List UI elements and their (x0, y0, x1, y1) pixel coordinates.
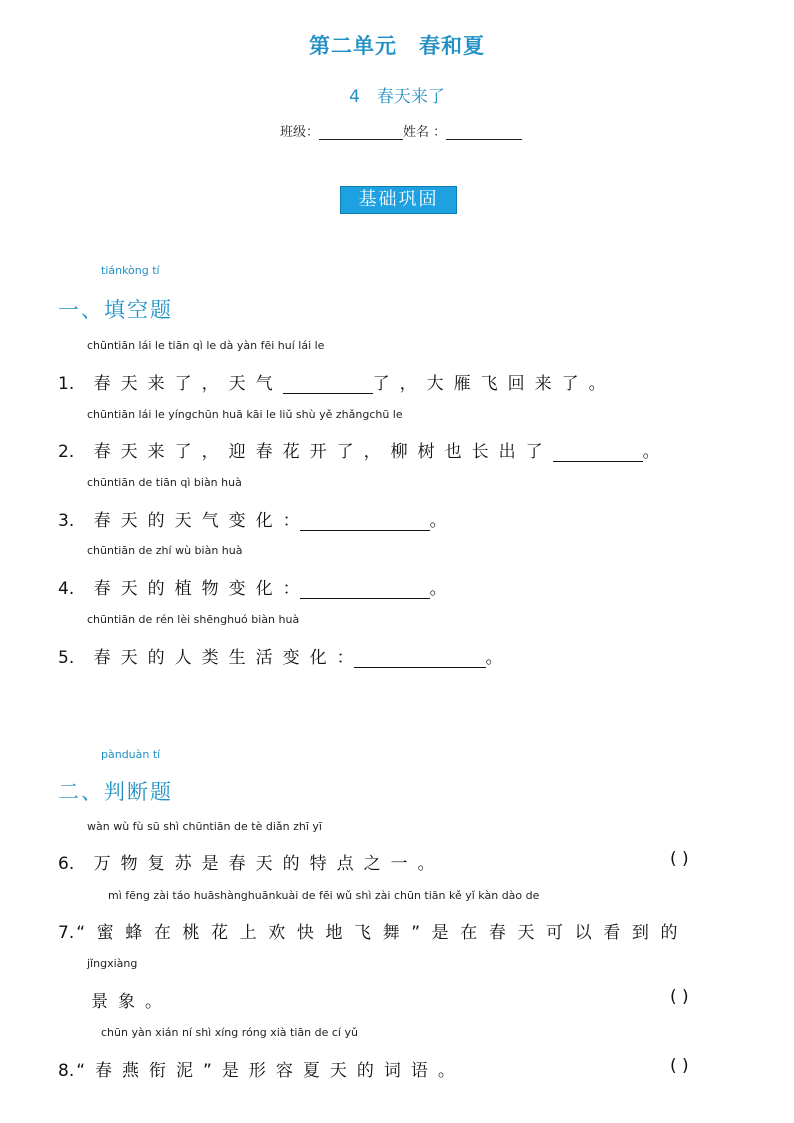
q5-period: 。 (485, 648, 503, 668)
q2-pinyin: chūntiān lái le yíngchūn huā kāi le liǔ shù yě zhǎngchū le (87, 408, 403, 421)
q3-colon: ： (282, 511, 300, 531)
section1-pinyin: tiánkòng tí (101, 264, 160, 277)
q7-pinyin-line2: jǐngxiàng (87, 957, 138, 970)
q5-colon: ： (336, 648, 354, 668)
q5-blank[interactable] (354, 649, 486, 668)
question-7-line2 (91, 987, 172, 1012)
question-1 (58, 369, 616, 394)
section2-pinyin: pànduàn tí (101, 748, 161, 761)
q7-text: “蜜蜂在桃花上欢快地飞舞”是在春天可以看到的 (76, 923, 690, 943)
q4-number: 4. (58, 579, 75, 599)
q4-blank[interactable] (300, 580, 430, 599)
q3-text: 春天的天气变化 (93, 511, 283, 531)
q2-text-a: 春天来了，迎春花开了，柳树也长出了 (93, 442, 553, 462)
class-label: 班级： (280, 125, 320, 140)
q3-pinyin: chūntiān de tiān qì biàn huà (87, 476, 242, 489)
q6-number: 6. (58, 854, 75, 874)
q7-answer-paren[interactable]: ( ) (670, 987, 689, 1007)
q2-blank[interactable] (553, 443, 643, 462)
q7-number: 7. (58, 923, 75, 943)
question-7 (58, 918, 689, 943)
q3-period: 。 (429, 511, 447, 531)
question-3 (58, 506, 447, 531)
class-blank[interactable] (319, 125, 403, 140)
section2-title: 二、判断题 (58, 780, 173, 804)
q6-answer-paren[interactable]: ( ) (670, 849, 689, 869)
q2-number: 2. (58, 442, 75, 462)
name-blank[interactable] (446, 125, 522, 140)
q8-text: “春燕衔泥”是形容夏天的词语。 (76, 1061, 465, 1081)
q5-text: 春天的人类生活变化 (93, 648, 337, 668)
section-banner: 基础巩固 (340, 186, 457, 214)
q8-answer-paren[interactable]: ( ) (670, 1056, 689, 1076)
q4-text: 春天的植物变化 (93, 579, 283, 599)
q7-text-line2: 景象。 (91, 992, 172, 1012)
q8-pinyin: chūn yàn xián ní shì xíng róng xià tiān de cí yǔ (101, 1026, 358, 1039)
section1-title: 一、填空题 (58, 298, 173, 322)
q1-text-a: 春天来了，天气 (93, 374, 283, 394)
question-4 (58, 574, 447, 599)
q8-number: 8. (58, 1061, 75, 1081)
q6-pinyin: wàn wù fù sū shì chūntiān de tè diǎn zhī yī (87, 820, 322, 833)
q7-pinyin: mì fēng zài táo huāshànghuānkuài de fēi wǔ shì zài chūn tiān kě yǐ kàn dào de (108, 889, 540, 902)
name-label: 姓名 ： (403, 125, 447, 140)
page-title: 第二单元 春和夏 (309, 34, 485, 58)
q4-colon: ： (282, 579, 300, 599)
lesson-title: 4 春天来了 (349, 87, 445, 107)
q3-blank[interactable] (300, 512, 430, 531)
student-info (280, 121, 522, 140)
q1-pinyin: chūntiān lái le tiān qì le dà yàn fēi huí lái le (87, 339, 325, 352)
q6-text: 万物复苏是春天的特点之一。 (93, 854, 445, 874)
question-6 (58, 849, 445, 874)
q3-number: 3. (58, 511, 75, 531)
question-5 (58, 643, 503, 668)
question-2 (58, 437, 660, 462)
q4-period: 。 (429, 579, 447, 599)
q1-blank[interactable] (283, 375, 373, 394)
q1-text-b: 了，大雁飞回来了。 (372, 374, 616, 394)
q5-number: 5. (58, 648, 75, 668)
q2-text-b: 。 (642, 442, 660, 462)
q5-pinyin: chūntiān de rén lèi shēnghuó biàn huà (87, 613, 300, 626)
q1-number: 1. (58, 374, 75, 394)
question-8 (58, 1056, 465, 1081)
q4-pinyin: chūntiān de zhí wù biàn huà (87, 544, 243, 557)
